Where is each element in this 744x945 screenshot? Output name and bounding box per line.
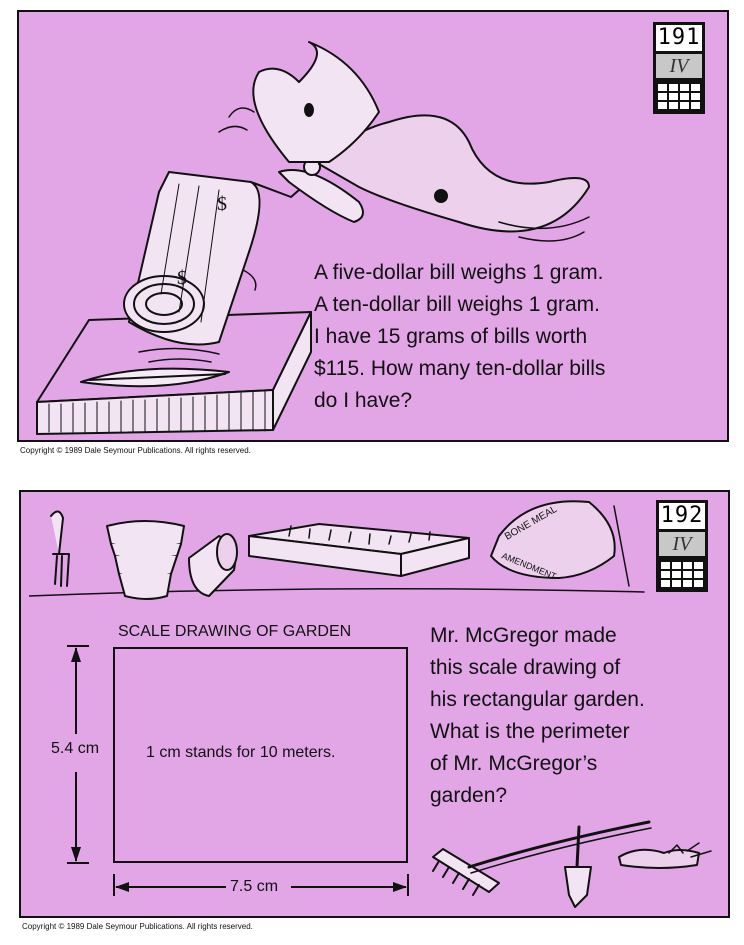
svg-text:$: $ — [177, 267, 187, 289]
grid-icon — [656, 82, 702, 111]
flower-pots-illustration — [107, 521, 237, 599]
problem-line: A ten-dollar bill weighs 1 gram. — [314, 293, 600, 316]
scale-note: 1 cm stands for 10 meters. — [146, 744, 336, 761]
card-number-badge — [653, 22, 705, 114]
garden-illustration — [29, 496, 649, 608]
problem-line: garden? — [430, 784, 508, 807]
problem-line: do I have? — [314, 389, 413, 412]
problem-line: I have 15 grams of bills worth — [314, 325, 588, 348]
bone-meal-bag-illustration — [491, 501, 629, 586]
garden-tools-illustration — [429, 817, 724, 912]
rake-illustration — [433, 822, 651, 895]
problem-line: What is the perimeter — [430, 720, 630, 743]
problem-text — [314, 257, 605, 417]
difficulty-level: IV — [656, 54, 702, 78]
bag-label-line: AMENDMENT — [500, 550, 558, 582]
card-number-badge — [656, 500, 708, 592]
problem-line: his rectangular garden. — [430, 688, 645, 711]
problem-line: $115. How many ten-dollar bills — [314, 357, 606, 380]
svg-text:$: $ — [217, 193, 227, 215]
copyright-notice: Copyright © 1989 Dale Seymour Publications. All rights reserved. — [22, 922, 253, 931]
problem-card-192 — [19, 490, 730, 918]
height-label: 5.4 cm — [51, 740, 100, 757]
butterfly-illustration — [219, 42, 589, 241]
drawing-title: SCALE DRAWING OF GARDEN — [118, 623, 352, 640]
card-number: 191 — [657, 25, 701, 50]
bag-label-line: BONE MEAL — [503, 503, 560, 543]
width-label: 7.5 cm — [230, 878, 279, 895]
planter-box-illustration — [249, 524, 469, 576]
plant-clump-illustration — [619, 843, 711, 868]
problem-line: A five-dollar bill weighs 1 gram. — [314, 261, 604, 284]
copyright-notice: Copyright © 1989 Dale Seymour Publications. All rights reserved. — [20, 446, 251, 455]
problem-card-191 — [17, 10, 729, 442]
grid-icon — [659, 560, 705, 589]
problem-text — [430, 620, 645, 812]
difficulty-level: IV — [659, 532, 705, 556]
problem-line: of Mr. McGregor’s — [430, 752, 598, 775]
garden-fork-illustration — [51, 511, 69, 586]
problem-line: this scale drawing of — [430, 656, 621, 679]
problem-line: Mr. McGregor made — [430, 624, 617, 647]
card-number: 192 — [660, 503, 704, 528]
